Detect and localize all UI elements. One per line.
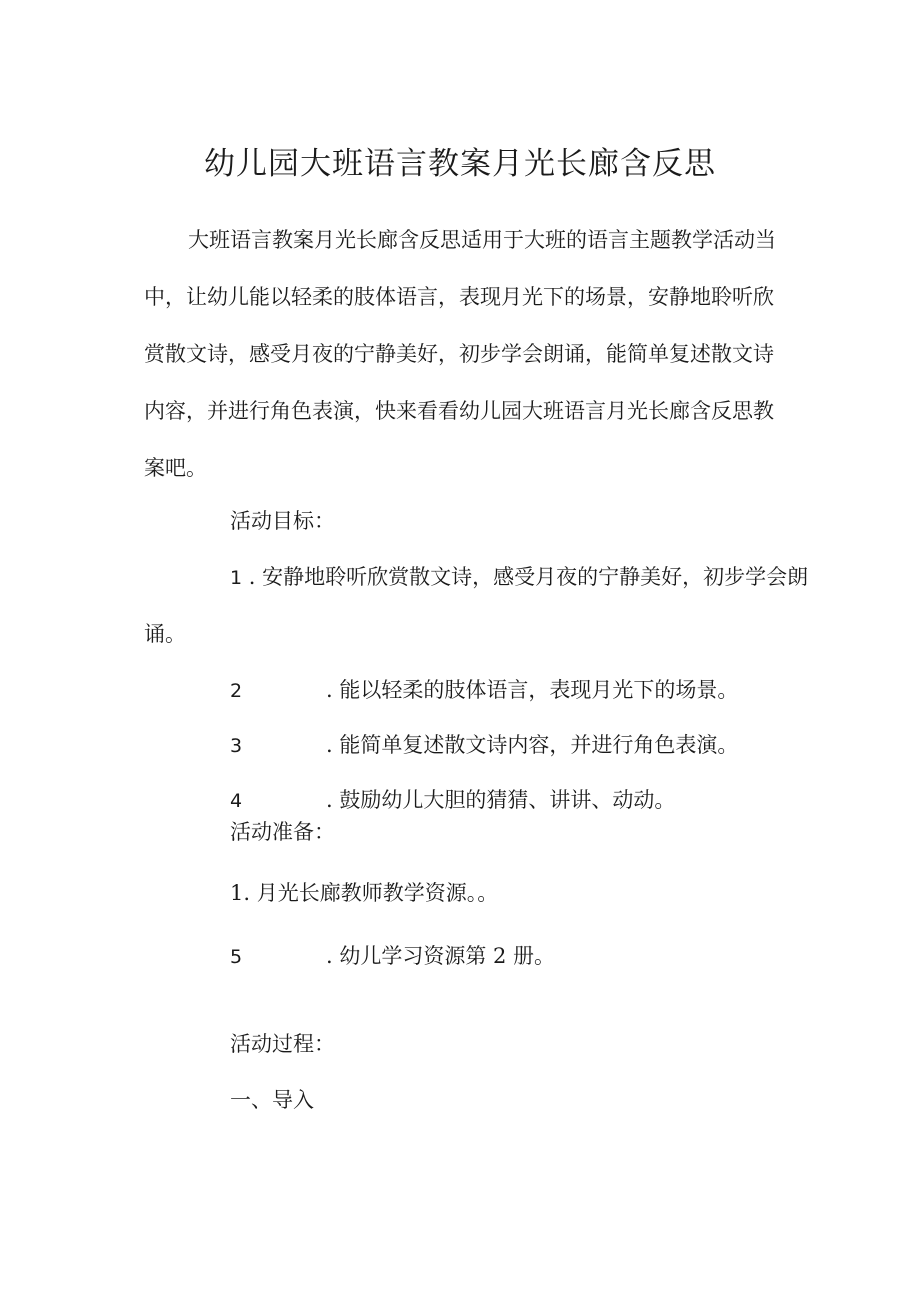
intro-paragraph: 大班语言教案月光长廊含反思适用于大班的语言主题教学活动当中，让幼儿能以轻柔的肢体语言，表现月光下的场景，安静地聆听欣赏散文诗，感受月夜的宁静美好，初步学会朗诵，能简单复述散文诗内容，并进行角色表演，快来看看幼儿园大班语言月光长廊含反思教案吧。 — [144, 228, 776, 480]
goal-text: . 鼓励幼儿大胆的猜猜、讲讲、动动。 — [326, 788, 676, 812]
goal-item-2 — [230, 674, 738, 704]
goal-number: 1 — [230, 567, 243, 589]
page-title: 幼儿园大班语言教案月光长廊含反思 — [204, 146, 716, 182]
prep-number: 5 — [230, 946, 243, 968]
goals-heading: 活动目标： — [230, 509, 335, 533]
goal-number: 4 — [230, 790, 243, 812]
goal-item-4 — [230, 784, 675, 814]
process-heading: 活动过程： — [230, 1032, 335, 1056]
goal-number: 2 — [230, 680, 243, 702]
goal-text: . 能以轻柔的肢体语言，表现月光下的场景。 — [326, 678, 739, 702]
goal-number: 3 — [230, 735, 243, 757]
prep-text: . 幼儿学习资源第 2 册。 — [326, 944, 556, 968]
goal-item-1-continuation: 诵。 — [144, 622, 186, 646]
prep-item-2 — [230, 940, 555, 970]
prep-item-1: 1. 月光长廊教师教学资源。。 — [230, 881, 499, 905]
goal-text: . 能简单复述散文诗内容，并进行角色表演。 — [326, 733, 739, 757]
goal-text: . 安静地聆听欣赏散文诗，感受月夜的宁静美好，初步学会朗 — [248, 565, 809, 589]
prep-heading: 活动准备： — [230, 820, 335, 844]
goal-item-1 — [230, 561, 808, 591]
goal-item-3 — [230, 729, 738, 759]
section-heading-one: 一、导入 — [230, 1088, 314, 1112]
